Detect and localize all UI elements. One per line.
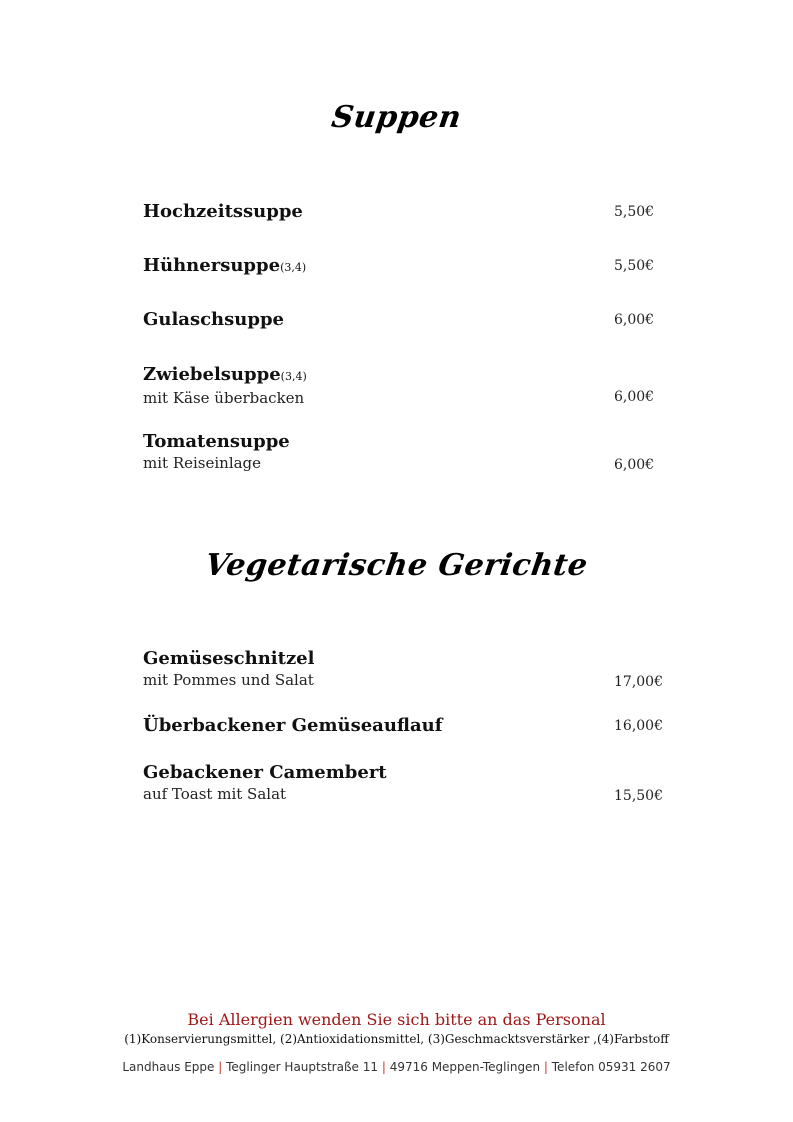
item-name: Gulaschsuppe <box>143 309 284 330</box>
item-price: 15,50€ <box>614 788 663 804</box>
allergen-legend: (1)Konservierungsmittel, (2)Antioxidationsmittel, (3)Geschmacktsverstärker ,(4)Farbstoff <box>124 1032 669 1046</box>
item-price: 5,50€ <box>614 204 655 220</box>
section-title-suppen: Suppen <box>329 100 464 135</box>
menu-item <box>143 255 683 279</box>
postal-city: 49716 Meppen-Teglingen <box>389 1060 541 1074</box>
item-price: 6,00€ <box>614 389 655 405</box>
item-price: 6,00€ <box>614 312 655 328</box>
menu-item <box>143 431 683 473</box>
separator: | <box>218 1060 223 1074</box>
separator: | <box>381 1060 386 1074</box>
item-name: Tomatensuppe <box>143 431 290 452</box>
address-line <box>0 1060 793 1074</box>
menu-item <box>143 201 683 223</box>
item-name: Hochzeitssuppe <box>143 201 303 222</box>
phone-number: Telefon 05931 2607 <box>551 1060 671 1074</box>
item-price: 17,00€ <box>614 674 663 690</box>
item-price: 5,50€ <box>614 258 655 274</box>
street-address: Teglinger Hauptstraße 11 <box>226 1060 378 1074</box>
menu-item <box>143 715 683 737</box>
item-description: mit Käse überbacken <box>143 389 305 407</box>
item-description: mit Reiseinlage <box>143 454 262 472</box>
item-name: Gemüseschnitzel <box>143 648 315 669</box>
item-name: Zwiebelsuppe <box>143 364 281 385</box>
item-description: mit Pommes und Salat <box>143 671 314 689</box>
item-name: Gebackener Camembert <box>143 762 387 783</box>
item-name: Hühnersuppe <box>143 255 281 276</box>
item-additives: (3,4) <box>280 261 307 274</box>
item-price: 6,00€ <box>614 457 655 473</box>
allergy-note: Bei Allergien wenden Sie sich bitte an das Personal <box>187 1010 606 1029</box>
section-title-vegetarisch: Vegetarische Gerichte <box>202 548 591 583</box>
item-description: auf Toast mit Salat <box>143 785 287 803</box>
item-price: 16,00€ <box>614 718 663 734</box>
business-name: Landhaus Eppe <box>122 1060 215 1074</box>
menu-item <box>143 762 683 804</box>
item-name: Überbackener Gemüseauflauf <box>143 715 443 736</box>
separator: | <box>543 1060 548 1074</box>
menu-item <box>143 364 683 408</box>
menu-item <box>143 309 683 331</box>
menu-item <box>143 648 683 690</box>
item-additives: (3,4) <box>280 370 307 383</box>
